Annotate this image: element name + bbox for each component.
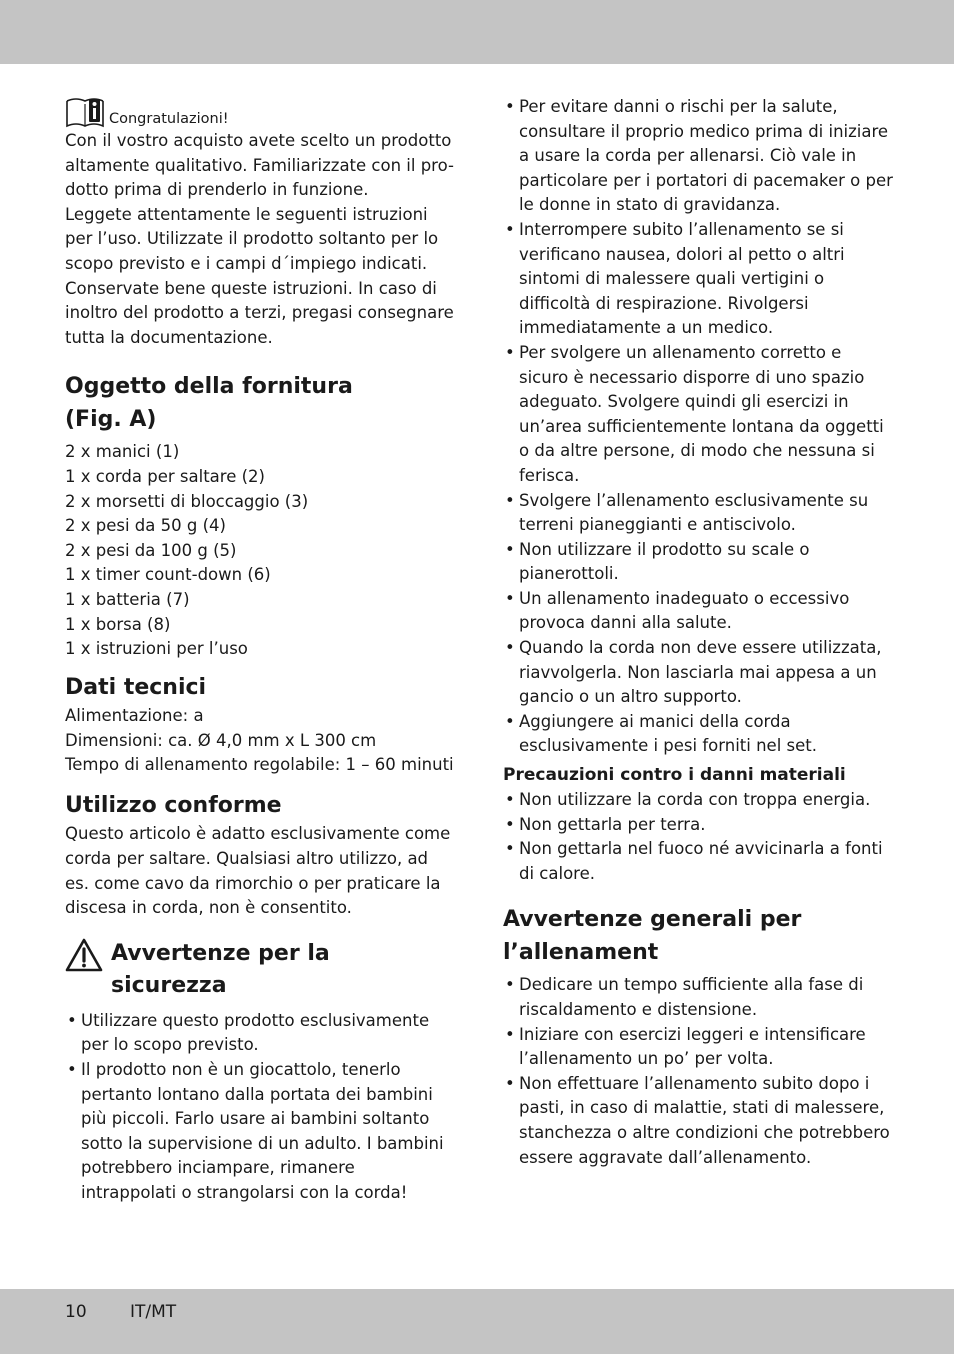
page-number: 10 [65, 1302, 87, 1322]
safety-item: • Per evitare danni o rischi per la salute, consultare il proprio medico prima di iniziare a usare la corda per allenarsi. Ciò vale in particolare per i portatori di pacemaker o per le donne in stato di gravidanza. [503, 95, 893, 218]
scope-item: 1 x batteria (7) [65, 589, 190, 609]
scope-item: 2 x manici (1) [65, 442, 180, 462]
safety-item: • Interrompere subito l’allenamento se si verificano nausea, dolori al petto o altri sintomi di malessere quali vertigini o difficoltà di respirazione. Rivolgersi immediatamente a un medico. [503, 218, 893, 341]
intro-congrats: Congratulazioni! [109, 111, 229, 127]
safety-header [65, 938, 455, 1003]
safety-heading: Avvertenze per la sicurezza [111, 940, 330, 999]
safety-item: • Svolgere l’allenamento esclusivamente su terreni pianeggianti e antiscivolo. [503, 489, 893, 538]
training-item: • Iniziare con esercizi leggeri e intensificare l’allenamento un po’ per volta. [503, 1023, 893, 1072]
safety-item: • Quando la corda non deve essere utilizzata, riavvolgerla. Non lasciarla mai appesa a un gancio o un altro supporto. [503, 636, 893, 710]
scope-item-list [65, 440, 455, 661]
scope-heading: Oggetto della fornitura (Fig. A) [65, 374, 353, 432]
language-code: IT/MT [130, 1302, 177, 1322]
material-heading: Precauzioni contro i danni materiali [503, 765, 846, 786]
training-item: • Dedicare un tempo sufficiente alla fase di riscaldamento e distensione. [503, 973, 893, 1022]
safety-item: • Il prodotto non è un giocattolo, tenerlo pertanto lontano dalla portata dei bambini più piccoli. Farlo usare ai bambini soltanto sotto la supervisione di un adulto. I bambini potrebbero inciampare, rimanere intrappolati o strangolarsi con la corda! [65, 1058, 455, 1206]
material-item: • Non utilizzare la corda con troppa energia. [503, 788, 893, 813]
scope-item: 2 x pesi da 50 g (4) [65, 516, 226, 536]
safety-item: • Un allenamento inadeguato o eccessivo provoca danni alla salute. [503, 587, 893, 636]
scope-item: 1 x corda per saltare (2) [65, 466, 265, 486]
scope-item: 1 x timer count-down (6) [65, 565, 271, 585]
intro-paragraph-1: Con il vostro acquisto avete scelto un prodotto altamente qualitativo. Familiarizzate con il pro-dotto prima di prenderlo in funzione. [65, 131, 454, 200]
scope-item: 2 x pesi da 100 g (5) [65, 540, 237, 560]
scope-item: 1 x borsa (8) [65, 614, 171, 634]
material-list [503, 788, 893, 886]
safety-item: • Utilizzare questo prodotto esclusivamente per lo scopo previsto. [65, 1009, 455, 1058]
right-column [503, 95, 893, 1170]
training-item: • Non effettuare l’allenamento subito dopo i pasti, in caso di malattie, stati di malessere, stanchezza o altre condizioni che potrebbero essere aggravate dall’allenamento. [503, 1072, 893, 1170]
scope-item: 2 x morsetti di bloccaggio (3) [65, 491, 309, 511]
intro-header [65, 95, 455, 129]
tech-line: Dimensioni: ca. Ø 4,0 mm x L 300 cm [65, 730, 377, 750]
training-list [503, 973, 893, 1170]
safety-list-right [503, 95, 893, 759]
material-item: • Non gettarla nel fuoco né avvicinarla a fonti di calore. [503, 837, 893, 886]
use-heading: Utilizzo conforme [65, 792, 282, 818]
safety-item: • Aggiungere ai manici della corda esclusivamente i pesi forniti nel set. [503, 710, 893, 759]
tech-line: Tempo di allenamento regolabile: 1 – 60 minuti [65, 755, 454, 775]
use-text: Questo articolo è adatto esclusivamente come corda per saltare. Qualsiasi altro utilizzo, ad es. come cavo da rimorchio o per praticare la discesa in corda, non è consentito. [65, 824, 451, 918]
safety-list-left [65, 1009, 455, 1206]
training-heading: Avvertenze generali per l’allenament [503, 907, 802, 965]
safety-item: • Per svolgere un allenamento corretto e sicuro è necessario disporre di uno spazio adeguato. Svolgere quindi gli esercizi in un’area sufficientemente lontana da oggetti o da altre persone, di modo che nessuna si ferisca. [503, 341, 893, 489]
header-bar [0, 0, 954, 64]
tech-heading: Dati tecnici [65, 674, 207, 700]
intro-paragraph-2: Leggete attentamente le seguenti istruzioni per l’uso. Utilizzate il prodotto soltanto per lo scopo previsto e i campi d´impiego indicati. Conservate bene queste istruzioni. In caso di inoltro del prodotto a terzi, pregasi consegnare tutta la documentazione. [65, 204, 454, 347]
tech-line: Alimentazione: a [65, 706, 204, 726]
scope-item: 1 x istruzioni per l’uso [65, 639, 248, 659]
info-book-icon [65, 95, 105, 129]
safety-item: • Non utilizzare il prodotto su scale o pianerottoli. [503, 538, 893, 587]
warning-triangle-icon [65, 938, 103, 972]
material-item: • Non gettarla per terra. [503, 813, 893, 838]
left-column [65, 95, 455, 1206]
